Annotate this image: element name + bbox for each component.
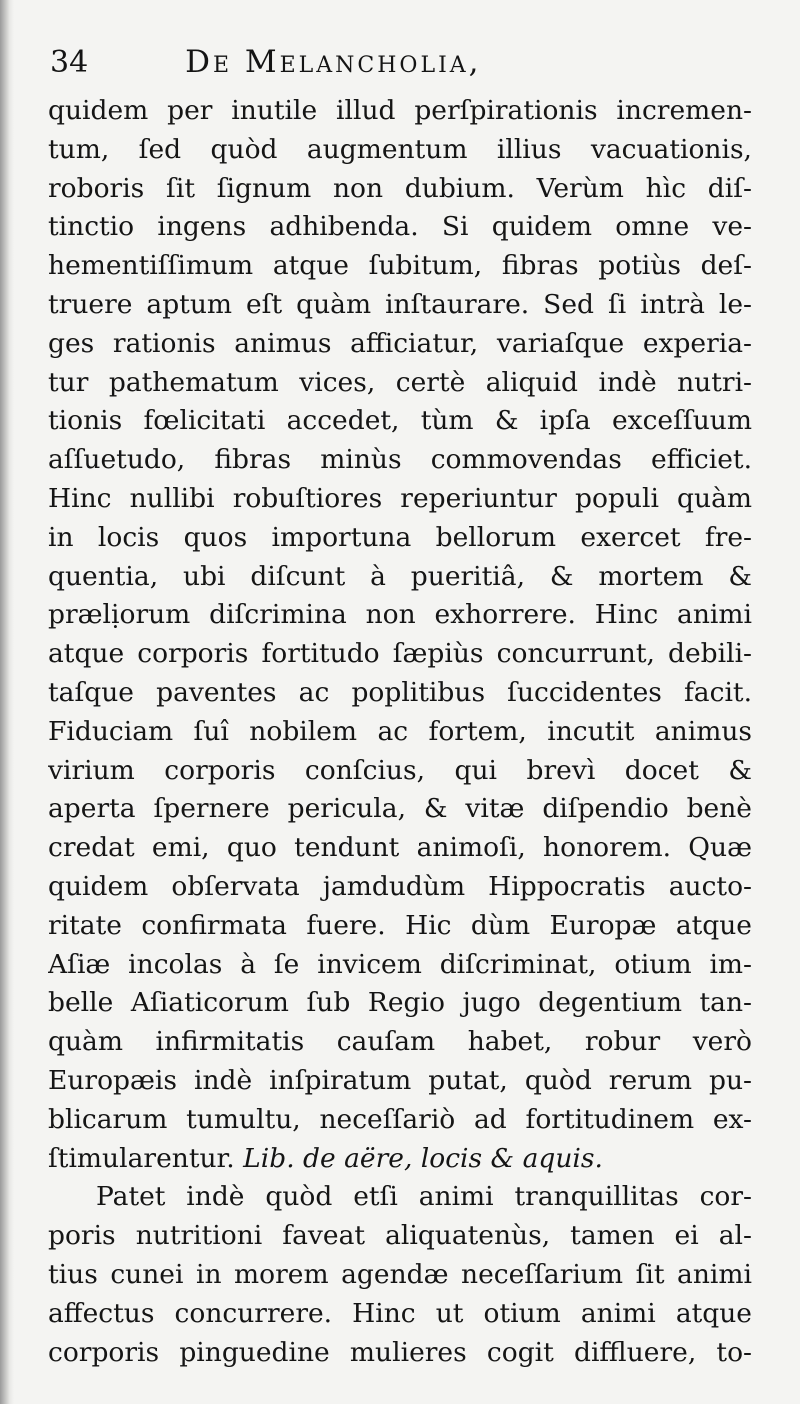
text-line: Europæis indè inſpiratum putat, quòd rerum pu-: [48, 1064, 752, 1096]
text-line: belle Aſiaticorum ſub Regio jugo degentium tan-: [48, 987, 752, 1019]
text-line: in locis quos importuna bellorum exercet fre-: [48, 521, 752, 553]
text-line: blicarum tumultu, neceſſariò ad fortitudinem ex-: [48, 1103, 752, 1135]
text-line-with-citation: [48, 1140, 752, 1179]
text-line: tius cunei in morem agendæ neceſſarium ſit animi: [48, 1258, 752, 1290]
text-line: hementiſſimum atque ſubitum, fibras potiùs deſ-: [48, 250, 752, 282]
text-line: Hinc nullibi robuſtiores reperiuntur populi quàm: [48, 482, 752, 514]
text-line: quàm infirmitatis cauſam habet, robur verò: [48, 1026, 752, 1058]
text-line: tionis fœlicitati accedet, tùm & ipſa exceſſuum: [48, 405, 752, 437]
text-line: tum, ſed quòd augmentum illius vacuationis,: [48, 133, 752, 165]
text-line: affectus concurrere. Hinc ut otium animi atque: [48, 1297, 752, 1329]
text-line: quidem obſervata jamdudùm Hippocratis aucto-: [48, 870, 752, 902]
running-head: [50, 44, 610, 80]
text-line: aſſuetudo, fibras minùs commovendas efficiet.: [48, 444, 752, 476]
text-line: Fiduciam ſuî nobilem ac fortem, incutit animus: [48, 715, 752, 747]
text-line: virium corporis conſcius, qui brevì docet &: [48, 754, 752, 786]
gutter-shadow: [0, 0, 14, 1404]
text-line: poris nutritioni faveat aliquatenùs, tamen ei al-: [48, 1220, 752, 1252]
text-line: taſque paventes ac poplitibus ſuccidentes facit.: [48, 676, 752, 708]
text-line: tinctio ingens adhibenda. Si quidem omne ve-: [48, 211, 752, 243]
paragraph-1: [48, 92, 752, 1178]
page-number: 34: [50, 45, 89, 80]
citation: Lib. de aëre, locis & aquis.: [243, 1142, 603, 1174]
running-head-title: De Melancholia,: [185, 44, 482, 80]
text-line-lead: ſtimularentur.: [48, 1142, 235, 1174]
text-line: atque corporis fortitudo ſæpiùs concurrunt, debili-: [48, 638, 752, 670]
text-line: truere aptum eſt quàm inſtaurare. Sed ſi intrà le-: [48, 288, 752, 320]
text-line: roboris ſit ſignum non dubium. Verùm hìc diſ-: [48, 172, 752, 204]
text-line: ritate confirmata fuere. Hic dùm Europæ atque: [48, 909, 752, 941]
text-line: quidem per inutile illud perſpirationis incremen-: [48, 95, 752, 126]
body-text: [48, 92, 752, 1372]
text-line: corporis pinguedine mulieres cogit diffluere, to-: [48, 1336, 752, 1368]
text-line: Patet indè quòd etſi animi tranquillitas cor-: [96, 1181, 752, 1213]
text-line: prælịorum diſcrimina non exhorrere. Hinc animi: [48, 599, 752, 631]
text-line: ges rationis animus afficiatur, variaſque experia-: [48, 327, 752, 359]
text-line: aperta ſpernere pericula, & vitæ diſpendio benè: [48, 793, 752, 825]
text-line: credat emi, quo tendunt animoſi, honorem. Quæ: [48, 832, 752, 864]
text-line: Aſiæ incolas à ſe invicem diſcriminat, otium im-: [48, 948, 752, 980]
text-line: tur pathematum vices, certè aliquid indè nutri-: [48, 366, 752, 398]
text-line: quentia, ubi diſcunt à pueritiâ, & mortem &: [48, 560, 752, 592]
paragraph-2: [48, 1178, 752, 1372]
